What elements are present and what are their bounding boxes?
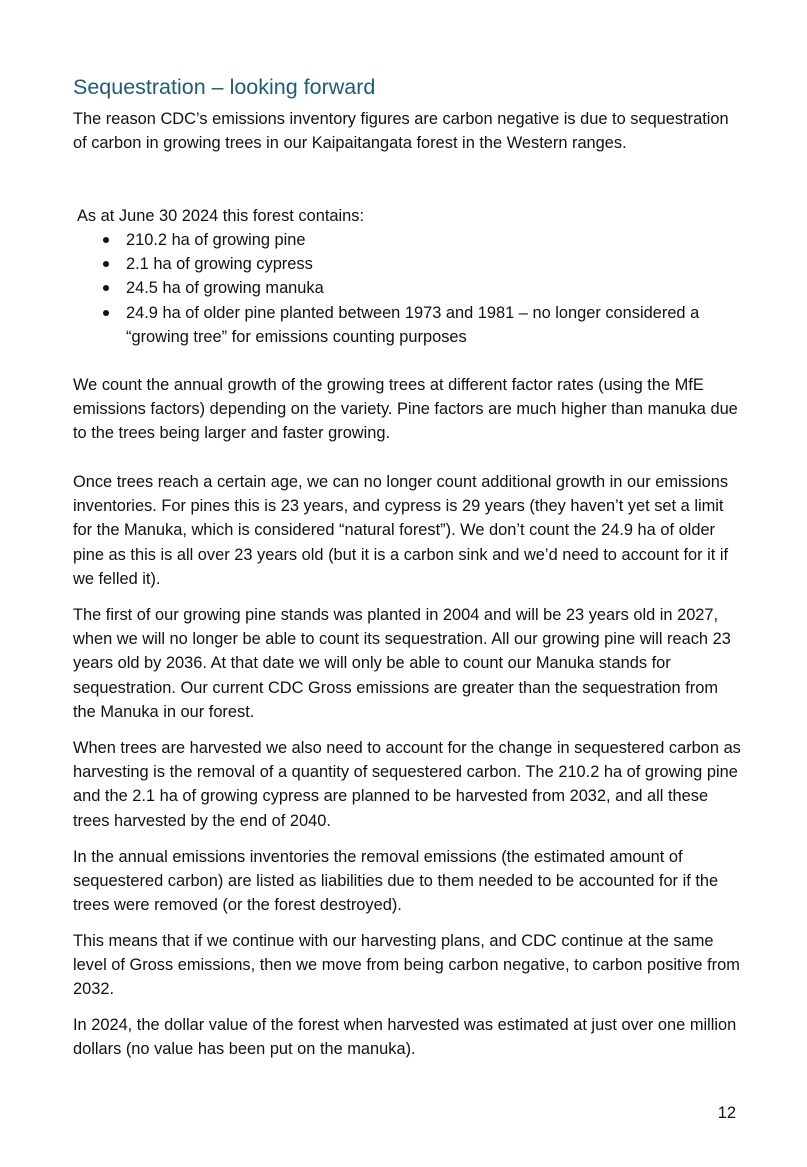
carbon-positive-paragraph: This means that if we continue with our harvesting plans, and CDC continue at the same level of Gross emissions, then we move from being carbon negative, to carbon positive from 2032. xyxy=(73,932,740,999)
list-item xyxy=(73,228,743,252)
page-number: 12 xyxy=(717,1104,736,1122)
removal-emissions-paragraph: In the annual emissions inventories the removal emissions (the estimated amount of sequestered carbon) are listed as liabilities due to them needed to be accounted for if the trees were removed (or the forest destroyed). xyxy=(73,848,719,915)
list-item-text: 24.9 ha of older pine planted between 1973 and 1981 – no longer considered a “growing tree” for emissions counting purposes xyxy=(126,303,700,346)
bullet-icon xyxy=(103,285,109,291)
age-limit-paragraph: Once trees reach a certain age, we can no longer count additional growth in our emissions inventories. For pines this is 23 years, and cypress is 29 years (they haven’t yet set a limit for the Manuka, which is considered “natural forest”). We don’t count the 24.9 ha of older pine as this is all over 23 years old (but it is a carbon sink and we’d need to account for it if we felled it). xyxy=(73,473,729,588)
list-item-text: 2.1 ha of growing cypress xyxy=(126,255,313,274)
pine-stands-paragraph: The first of our growing pine stands was planted in 2004 and will be 23 years old in 2027, when we will no longer be able to count its sequestration. All our growing pine will reach 23 years old by 2036. At that date we will only be able to count our Manuka stands for sequestration. Our current CDC Gross emissions are greater than the sequestration from the Manuka in our forest. xyxy=(73,606,731,721)
intro-paragraph: The reason CDC’s emissions inventory figures are carbon negative is due to sequestration of carbon in growing trees in our Kaipaitangata forest in the Western ranges. xyxy=(73,110,729,153)
harvest-paragraph: When trees are harvested we also need to account for the change in sequestered carbon as harvesting is the removal of a quantity of sequestered carbon. The 210.2 ha of growing pine and the 2.1 ha of growing cypress are planned to be harvested from 2032, and all these trees harvested by the end of 2040. xyxy=(73,739,741,830)
growth-factors-paragraph: We count the annual growth of the growing trees at different factor rates (using the MfE emissions factors) depending on the variety. Pine factors are much higher than manuka due to the trees being larger and faster growing. xyxy=(73,376,738,443)
list-item xyxy=(73,252,743,276)
list-item-text: 24.5 ha of growing manuka xyxy=(126,279,324,298)
section-heading: Sequestration – looking forward xyxy=(73,75,376,99)
forest-contents-intro: As at June 30 2024 this forest contains: xyxy=(77,207,365,225)
bullet-icon xyxy=(103,261,109,267)
list-item-text: 210.2 ha of growing pine xyxy=(126,231,306,249)
forest-value-paragraph: In 2024, the dollar value of the forest when harvested was estimated at just over one million dollars (no value has been put on the manuka). xyxy=(73,1016,737,1059)
list-item xyxy=(73,301,743,349)
forest-contents-list xyxy=(73,228,743,349)
bullet-icon xyxy=(103,310,109,316)
bullet-icon xyxy=(103,237,109,243)
list-item xyxy=(73,276,743,300)
